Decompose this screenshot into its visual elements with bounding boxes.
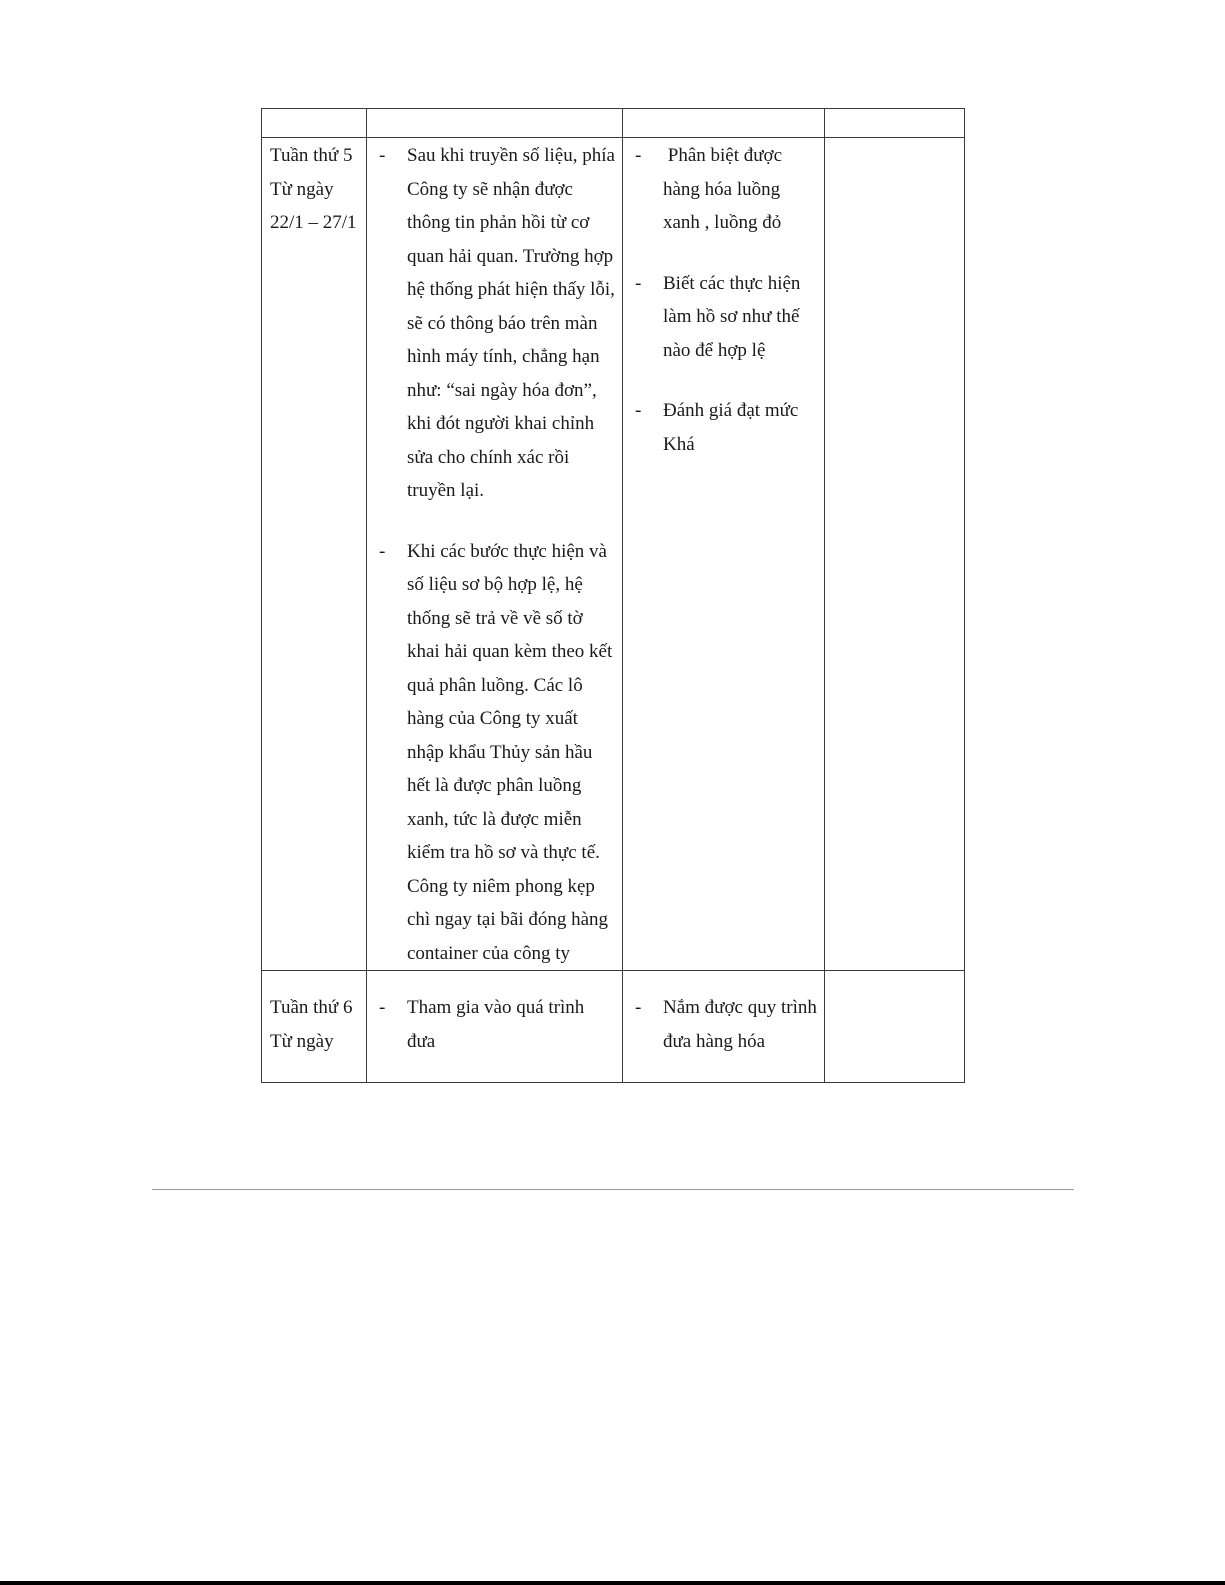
list-item: [623, 991, 824, 1058]
bullet-dash: -: [635, 272, 642, 294]
week-5-result-item-1: Phân biệt được hàng hóa luồng xanh , luồng đỏ: [663, 145, 787, 233]
table-row-week-5: [262, 138, 965, 971]
bullet-dash: -: [635, 400, 642, 421]
page-bottom-edge: [0, 1581, 1225, 1585]
page-footer-divider: [152, 1189, 1074, 1190]
week-5-work-list: [367, 139, 622, 970]
week-6-work-cell: [367, 971, 623, 1083]
list-item: [623, 267, 824, 368]
bullet-dash: -: [379, 540, 386, 562]
week-6-results-cell: [623, 971, 825, 1083]
week-5-date-range: 22/1 – 27/1: [270, 212, 357, 233]
table-cell: [262, 109, 367, 138]
week-6-notes-cell: [825, 971, 965, 1083]
week-5-from-label: Từ ngày: [270, 178, 334, 200]
week-5-results-cell: [623, 138, 825, 971]
week-5-result-item-2: Biết các thực hiện làm hồ sơ như thế nào để hợp lệ: [663, 272, 801, 361]
bullet-dash: -: [379, 145, 386, 166]
table-cell: [623, 109, 825, 138]
bullet-dash: -: [635, 997, 642, 1018]
week-5-work-cell: [367, 138, 623, 971]
list-item: [367, 991, 622, 1058]
week-6-work-list: [367, 991, 622, 1058]
week-6-results-list: [623, 991, 824, 1058]
table-cell: [825, 109, 965, 138]
table-row-week-6: [262, 971, 965, 1083]
week-5-notes-cell: [825, 138, 965, 971]
table-row-blank: [262, 109, 965, 138]
week-5-results-list: [623, 139, 824, 461]
week-6-result-item-1: Nắm được quy trình đưa hàng hóa: [663, 997, 817, 1052]
list-item: [367, 535, 622, 971]
week-5-work-item-2: Khi các bước thực hiện và số liệu sơ bộ hợp lệ, hệ thống sẽ trả về về số tờ khai hải quan kèm theo kết quả phân luồng. Các lô hàng của Công ty xuất nhập khẩu Thủy sản hầu hết là được phân luồng xanh, tức là được miễn kiểm tra hồ sơ và thực tế. Công ty niêm phong kẹp chì ngay tại bãi đóng hàng container của công ty: [407, 540, 613, 964]
week-6-period-cell: [262, 971, 367, 1083]
week-5-title: Tuần thứ 5: [270, 145, 353, 166]
week-5-result-item-3: Đánh giá đạt mức Khá: [663, 400, 799, 455]
week-5-period-cell: [262, 138, 367, 971]
list-item: [367, 139, 622, 508]
week-6-work-item-1: Tham gia vào quá trình đưa: [407, 997, 585, 1052]
week-6-from-label: Từ ngày: [270, 1030, 334, 1052]
internship-log-table: [261, 108, 965, 1083]
week-6-title: Tuần thứ 6: [270, 997, 353, 1018]
table-cell: [367, 109, 623, 138]
bullet-dash: -: [379, 997, 386, 1018]
bullet-dash: -: [635, 145, 642, 166]
week-5-work-item-1: Sau khi truyền số liệu, phía Công ty sẽ nhận được thông tin phản hồi từ cơ quan hải quan. Trường hợp hệ thống phát hiện thấy lỗi, sẽ có thông báo trên màn hình máy tính, chẳng hạn như: “sai ngày hóa đơn”, khi đót người khai chỉnh sửa cho chính xác rồi truyền lại.: [407, 145, 615, 501]
list-item: [623, 394, 824, 461]
list-item: [623, 139, 824, 240]
